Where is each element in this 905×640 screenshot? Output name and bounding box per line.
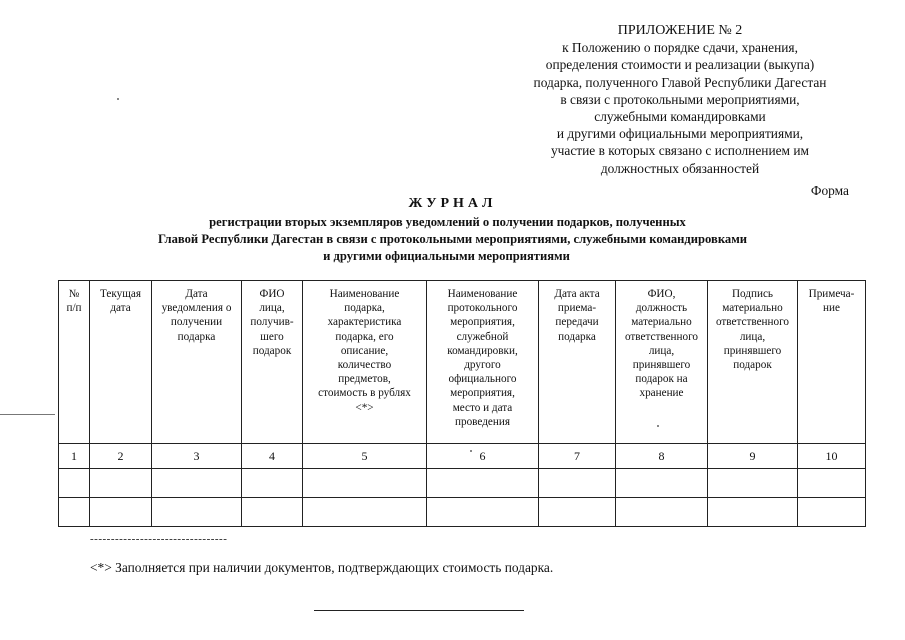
- register-table: [58, 280, 866, 527]
- scan-dot: [657, 425, 659, 427]
- scan-artifact-line: [0, 414, 55, 415]
- column-number-cell: 6: [427, 444, 539, 469]
- header-cell-note: Примеча- ние: [798, 281, 866, 444]
- scan-dot: [470, 450, 472, 452]
- table-cell: [303, 469, 427, 498]
- scan-dot: [117, 98, 119, 100]
- column-number-cell: 2: [90, 444, 152, 469]
- column-number-cell: 1: [59, 444, 90, 469]
- appendix-line: в связи с протокольными мероприятиями,: [560, 91, 800, 107]
- column-number-cell: 8: [616, 444, 708, 469]
- table-cell: [539, 498, 616, 527]
- table-cell: [616, 498, 708, 527]
- table-cell: [427, 498, 539, 527]
- column-number-row: [59, 444, 866, 469]
- table-cell: [616, 469, 708, 498]
- appendix-line: служебными командировками: [594, 109, 766, 125]
- table-cell: [427, 469, 539, 498]
- header-cell-signature: Подпись материально ответственного лица, принявшего подарок: [708, 281, 798, 444]
- table-cell: [708, 498, 798, 527]
- column-number-cell: 9: [708, 444, 798, 469]
- table-cell: [708, 469, 798, 498]
- column-number-cell: 7: [539, 444, 616, 469]
- header-cell-custodian: ФИО, должность материально ответственного лица, принявшего подарок на хранение: [616, 281, 708, 444]
- header-row: [59, 281, 866, 444]
- table-cell: [242, 498, 303, 527]
- appendix-line: должностных обязанностей: [600, 160, 760, 176]
- table-cell: [798, 469, 866, 498]
- table-cell: [303, 498, 427, 527]
- appendix-header: [470, 22, 890, 177]
- journal-subtitle-line: Главой Республики Дагестан в связи с протокольными мероприятиями, служебными командировками: [157, 232, 748, 246]
- table-cell: [59, 469, 90, 498]
- appendix-line: и другими официальными мероприятиями,: [556, 126, 804, 142]
- table-cell: [242, 469, 303, 498]
- table-cell: [90, 498, 152, 527]
- table-cell: [798, 498, 866, 527]
- column-number-cell: 4: [242, 444, 303, 469]
- header-cell-event: Наименование протокольного мероприятия, служебной командировки, другого официального мероприятия, место и дата проведения: [427, 281, 539, 444]
- header-cell-number: № п/п: [59, 281, 90, 444]
- form-label: Форма: [810, 183, 849, 198]
- table-cell: [152, 469, 242, 498]
- column-number-cell: 3: [152, 444, 242, 469]
- journal-subtitle-line: регистрации вторых экземпляров уведомлений о получении подарков, полученных: [209, 215, 686, 229]
- table-row: [59, 469, 866, 498]
- appendix-line: определения стоимости и реализации (выкупа): [545, 57, 815, 73]
- column-number-cell: 5: [303, 444, 427, 469]
- appendix-line: к Положению о порядке сдачи, хранения,: [562, 40, 798, 56]
- header-cell-gift-description: Наименование подарка, характеристика подарка, его описание, количество предметов, стоимость в рублях <*>: [303, 281, 427, 444]
- footnote-separator: ---------------------------------: [90, 533, 228, 545]
- column-number-cell: 10: [798, 444, 866, 469]
- journal-title: ЖУРНАЛ: [408, 196, 497, 211]
- table-cell: [90, 469, 152, 498]
- appendix-line: подарка, полученного Главой Республики Дагестан: [533, 74, 827, 90]
- journal-subtitle: [0, 214, 905, 265]
- signature-line: [314, 610, 524, 611]
- table-row: [59, 498, 866, 527]
- header-cell-recipient: ФИО лица, получив- шего подарок: [242, 281, 303, 444]
- header-cell-notification-date: Дата уведомления о получении подарка: [152, 281, 242, 444]
- footnote: <*> Заполняется при наличии документов, подтверждающих стоимость подарка.: [90, 560, 554, 575]
- table-cell: [539, 469, 616, 498]
- table-cell: [59, 498, 90, 527]
- appendix-title: ПРИЛОЖЕНИЕ № 2: [617, 23, 743, 38]
- appendix-line: участие в которых связано с исполнением им: [550, 143, 810, 159]
- table-cell: [152, 498, 242, 527]
- journal-subtitle-line: и другими официальными мероприятиями: [323, 249, 570, 263]
- header-cell-act-date: Дата акта приема- передачи подарка: [539, 281, 616, 444]
- header-cell-current-date: Текущая дата: [90, 281, 152, 444]
